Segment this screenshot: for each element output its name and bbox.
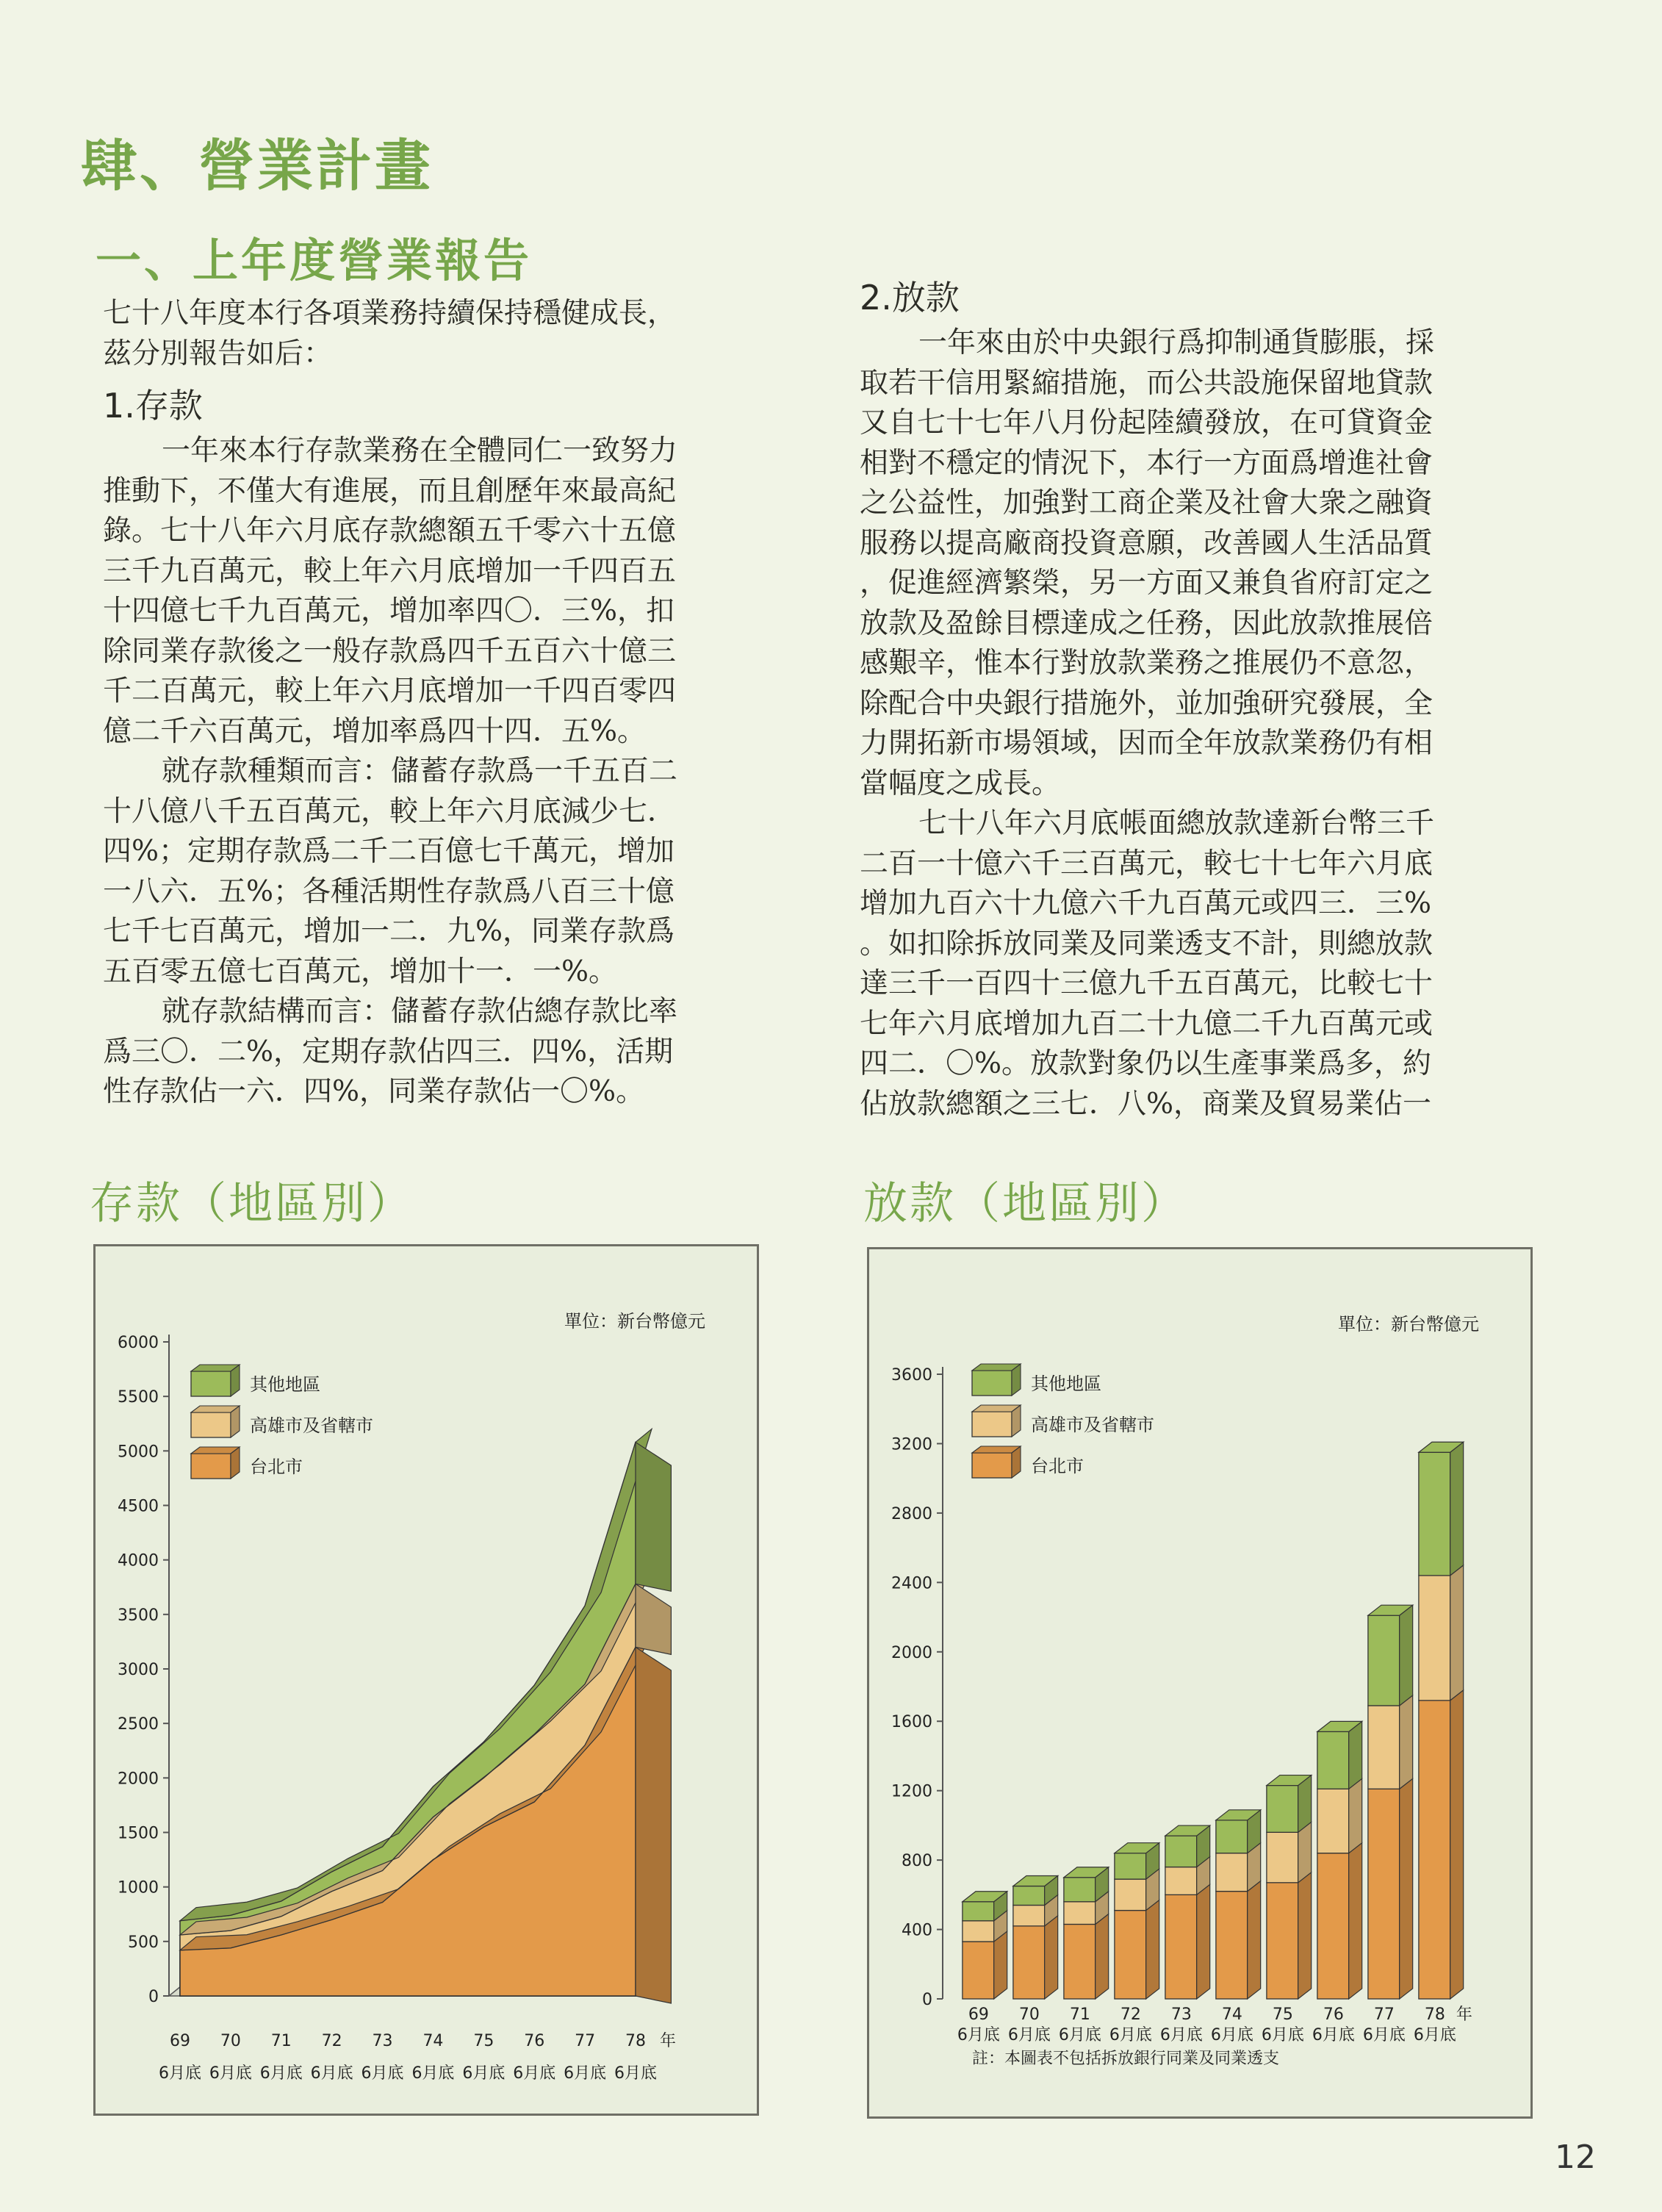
- bar-segment: [1216, 1853, 1248, 1892]
- loans-heading: 2.放款: [860, 278, 960, 317]
- x-tick-sublabel: 6月底: [564, 2064, 607, 2083]
- text-line: 又自七十七年八月份起陸續發放，在可貸資金: [860, 406, 1433, 439]
- text-line: 就存款結構而言：儲蓄存款佔總存款比率: [162, 995, 678, 1028]
- text-line: 茲分別報告如后：: [103, 337, 333, 370]
- x-tick-label: 78: [625, 2032, 646, 2050]
- x-tick-label: 77: [1373, 2005, 1395, 2024]
- bar-segment: [1165, 1836, 1197, 1867]
- x-tick-sublabel: 6月底: [1007, 2026, 1051, 2044]
- text-line: 之公益性，加強對工商企業及社會大衆之融資: [860, 486, 1433, 520]
- legend-label: 高雄市及省轄市: [250, 1415, 373, 1436]
- x-tick-label: 74: [422, 2032, 444, 2050]
- y-tick-label: 500: [128, 1933, 159, 1952]
- legend-swatch: [972, 1371, 1012, 1396]
- text-line: 億二千六百萬元，增加率爲四十四．五%。: [103, 714, 647, 748]
- y-tick-label: 1200: [891, 1782, 932, 1801]
- text-line: 四二．〇%。放款對象仍以生產事業爲多，約: [860, 1047, 1432, 1080]
- x-tick-label: 76: [524, 2032, 545, 2050]
- x-tick-label: 73: [372, 2032, 393, 2050]
- x-tick-label: 71: [270, 2032, 292, 2050]
- bar-segment: [1115, 1879, 1146, 1911]
- bar-segment: [963, 1921, 994, 1942]
- x-tick-sublabel: 6月底: [159, 2064, 201, 2083]
- area-side-2: [636, 1442, 671, 1591]
- x-tick-sublabel: 6月底: [1312, 2026, 1355, 2044]
- x-tick-label: 70: [220, 2032, 241, 2050]
- x-tick-label: 76: [1323, 2005, 1344, 2024]
- y-tick-label: 1600: [891, 1713, 932, 1732]
- x-tick-sublabel: 6月底: [462, 2064, 506, 2083]
- text-line: 。如扣除拆放同業及同業透支不計，則總放款: [860, 927, 1433, 960]
- loans-bar-chart: [869, 1249, 1530, 2116]
- legend-swatch: [972, 1453, 1012, 1478]
- bar-side: [1248, 1881, 1261, 1999]
- area-side-1: [636, 1584, 671, 1654]
- text-line: 七年六月底增加九百二十九億二千九百萬元或: [860, 1007, 1433, 1041]
- y-tick-label: 1500: [118, 1824, 159, 1843]
- x-tick-sublabel: 6月底: [1413, 2026, 1456, 2044]
- page-number: 12: [1555, 2139, 1596, 2176]
- y-tick-label: 2000: [118, 1770, 159, 1789]
- text-line: 二百一十億六千三百萬元，較七十七年六月底: [860, 847, 1433, 880]
- text-line: 達三千一百四十三億九千五百萬元，比較七十: [860, 967, 1433, 1000]
- deposits-area-chart: [96, 1246, 757, 2114]
- y-tick-label: 3200: [891, 1435, 932, 1454]
- text-line: 千二百萬元，較上年六月底增加一千四百零四: [103, 675, 677, 708]
- text-line: 佔放款總額之三七．八%，商業及貿易業佔一: [860, 1087, 1432, 1121]
- section-title: 肆、營業計畫: [81, 133, 434, 198]
- unit-label: 單位：新台幣億元: [564, 1311, 705, 1332]
- bar-segment: [1013, 1906, 1045, 1926]
- x-tick-sublabel: 6月底: [209, 2064, 252, 2083]
- bar-segment: [1317, 1853, 1349, 1999]
- bar-segment: [1064, 1902, 1096, 1925]
- text-line: 就存款種類而言：儲蓄存款爲一千五百二: [162, 755, 678, 788]
- bar-segment: [963, 1942, 994, 1999]
- text-line: 十四億七千九百萬元，增加率四〇．三%，扣: [103, 595, 675, 628]
- x-tick-sublabel: 6月底: [957, 2026, 1000, 2044]
- bar-side: [1349, 1843, 1362, 1999]
- y-tick-label: 5000: [118, 1443, 159, 1462]
- x-tick-label: 77: [575, 2032, 596, 2050]
- unit-label: 單位：新台幣億元: [1338, 1314, 1479, 1335]
- bar-segment: [1216, 1892, 1248, 1999]
- bar-segment: [1013, 1886, 1045, 1906]
- x-tick-sublabel: 6月底: [411, 2064, 455, 2083]
- x-tick-label: 73: [1170, 2005, 1192, 2024]
- legend-label: 台北市: [250, 1457, 303, 1477]
- text-line: 推動下，不僅大有進展，而且創歷年來最高紀: [103, 474, 677, 508]
- x-tick-label: 75: [1272, 2005, 1293, 2024]
- legend-swatch: [191, 1454, 231, 1479]
- bar-side: [1450, 1442, 1464, 1576]
- text-line: 服務以提高廠商投資意願，改善國人生活品質: [860, 526, 1433, 560]
- bar-side: [994, 1931, 1007, 1999]
- y-tick-label: 3500: [118, 1606, 159, 1625]
- x-tick-sublabel: 6月底: [310, 2064, 353, 2083]
- intro-paragraph: [103, 294, 779, 374]
- loans-chart-title: 放款（地區別）: [863, 1178, 1187, 1229]
- y-tick-label: 4000: [118, 1551, 159, 1570]
- text-line: 放款及盈餘目標達成之任務，因此放款推展倍: [860, 606, 1433, 640]
- y-tick-label: 2800: [891, 1504, 932, 1523]
- x-tick-sublabel: 6月底: [1159, 2026, 1203, 2044]
- y-tick-label: 0: [922, 1991, 932, 2009]
- x-unit-label: 年: [1456, 2005, 1472, 2024]
- deposits-chart-title: 存款（地區別）: [90, 1178, 414, 1229]
- text-line: 除同業存款後之一般存款爲四千五百六十億三: [103, 634, 677, 668]
- legend-label: 台北市: [1031, 1456, 1084, 1476]
- bar-side: [1349, 1778, 1362, 1853]
- x-tick-sublabel: 6月底: [614, 2064, 657, 2083]
- bar-segment: [1267, 1883, 1298, 1999]
- text-line: 取若干信用緊縮措施，而公共設施保留地貸款: [860, 366, 1433, 400]
- bar-side: [1197, 1884, 1210, 1999]
- left-column: [103, 294, 779, 1113]
- bar-segment: [1115, 1911, 1146, 1999]
- bar-segment: [1115, 1853, 1146, 1879]
- bar-side: [1450, 1690, 1464, 1999]
- y-tick-label: 2400: [891, 1574, 932, 1593]
- y-tick-label: 800: [902, 1852, 932, 1871]
- text-line: 四%；定期存款爲二千二百億七千萬元，增加: [103, 835, 675, 868]
- bar-segment: [1064, 1878, 1096, 1902]
- x-tick-sublabel: 6月底: [1210, 2026, 1253, 2044]
- bar-side: [1400, 1695, 1413, 1789]
- text-line: 性存款佔一六．四%，同業存款佔一〇%。: [103, 1075, 645, 1108]
- x-tick-sublabel: 6月底: [1058, 2026, 1101, 2044]
- legend-swatch: [972, 1412, 1012, 1437]
- x-tick-sublabel: 6月底: [1109, 2026, 1152, 2044]
- bar-segment: [1165, 1895, 1197, 1999]
- text-line: 七十八年六月底帳面總放款達新台幣三千: [918, 807, 1435, 840]
- text-line: 七千七百萬元，增加一二．九%，同業存款爲: [103, 915, 675, 948]
- bar-segment: [1368, 1789, 1400, 1999]
- x-tick-label: 75: [473, 2032, 494, 2050]
- text-line: 除配合中央銀行措施外，並加強研究發展，全: [860, 686, 1433, 720]
- bar-segment: [963, 1902, 994, 1921]
- bar-segment: [1064, 1924, 1096, 1999]
- text-line: 一年來由於中央銀行爲抑制通貨膨脹，採: [918, 326, 1435, 359]
- text-line: 力開拓新市場領域，因而全年放款業務仍有相: [860, 727, 1433, 760]
- x-tick-sublabel: 6月底: [361, 2064, 404, 2083]
- x-tick-label: 72: [321, 2032, 342, 2050]
- bar-side: [1450, 1565, 1464, 1701]
- bar-segment: [1368, 1706, 1400, 1789]
- x-tick-sublabel: 6月底: [1261, 2026, 1304, 2044]
- loans-paragraph-2: [860, 804, 1543, 1124]
- deposits-heading: 1.存款: [103, 386, 203, 425]
- x-tick-label: 69: [170, 2032, 190, 2050]
- legend-label: 其他地區: [1031, 1373, 1101, 1394]
- bar-side: [1349, 1721, 1362, 1789]
- y-tick-label: 6000: [118, 1334, 159, 1352]
- x-tick-sublabel: 6月底: [513, 2064, 556, 2083]
- right-column: [860, 272, 1543, 1124]
- bar-segment: [1368, 1615, 1400, 1706]
- deposits-paragraph-3: [103, 992, 779, 1113]
- text-line: 十八億八千五百萬元，較上年六月底減少七．: [103, 794, 677, 828]
- y-tick-label: 5500: [118, 1388, 159, 1407]
- bar-segment: [1317, 1731, 1349, 1789]
- x-tick-sublabel: 6月底: [259, 2064, 303, 2083]
- x-tick-sublabel: 6月底: [1362, 2026, 1406, 2044]
- loans-paragraph-1: [860, 323, 1543, 804]
- x-tick-label: 78: [1424, 2005, 1445, 2024]
- loans-chart: [867, 1247, 1533, 2119]
- bar-segment: [1317, 1789, 1349, 1853]
- legend-swatch: [191, 1371, 231, 1396]
- text-line: 增加九百六十九億六千九百萬元或四三．三%: [860, 887, 1432, 920]
- bar-segment: [1267, 1832, 1298, 1882]
- y-tick-label: 2000: [891, 1643, 932, 1662]
- x-tick-label: 69: [968, 2005, 989, 2024]
- bar-segment: [1419, 1452, 1450, 1576]
- y-tick-label: 0: [148, 1988, 159, 2006]
- bar-side: [1298, 1872, 1312, 1999]
- y-tick-label: 400: [902, 1921, 932, 1940]
- bar-segment: [1267, 1786, 1298, 1833]
- text-line: 五百零五億七百萬元，增加十一．一%。: [103, 955, 618, 988]
- legend-label: 高雄市及省轄市: [1031, 1415, 1154, 1435]
- bar-segment: [1419, 1576, 1450, 1701]
- y-tick-label: 1000: [118, 1878, 159, 1897]
- bar-segment: [1216, 1820, 1248, 1853]
- text-line: 七十八年度本行各項業務持續保持穩健成長，: [103, 297, 677, 330]
- legend-swatch: [191, 1412, 231, 1437]
- x-tick-label: 72: [1120, 2005, 1141, 2024]
- text-line: 當幅度之成長。: [860, 766, 1061, 800]
- bar-segment: [1165, 1867, 1197, 1895]
- deposits-paragraph-2: [103, 752, 779, 992]
- bar-segment: [1013, 1926, 1045, 1999]
- bar-side: [1400, 1778, 1413, 1999]
- text-line: ，促進經濟繁榮，另一方面又兼負省府訂定之: [860, 567, 1433, 600]
- text-line: 錄。七十八年六月底存款總額五千零六十五億: [103, 514, 677, 547]
- text-line: 感艱辛，惟本行對放款業務之推展仍不意忽，: [860, 647, 1433, 680]
- y-tick-label: 3600: [891, 1366, 932, 1385]
- bar-side: [1096, 1914, 1109, 1999]
- legend-label: 其他地區: [250, 1374, 320, 1395]
- deposits-paragraph-1: [103, 431, 779, 752]
- bar-side: [1400, 1605, 1413, 1706]
- text-line: 爲三〇．二%，定期存款佔四三．四%，活期: [103, 1035, 674, 1069]
- deposits-chart: [93, 1244, 759, 2116]
- x-tick-label: 70: [1018, 2005, 1040, 2024]
- y-tick-label: 4500: [118, 1497, 159, 1516]
- text-line: 一年來本行存款業務在全體同仁一致努力: [162, 434, 678, 467]
- bar-side: [1045, 1916, 1058, 1999]
- area-side-0: [636, 1647, 671, 2003]
- x-tick-label: 71: [1069, 2005, 1090, 2024]
- y-tick-label: 2500: [118, 1715, 159, 1734]
- subsection-title: 一、上年度營業報告: [96, 234, 533, 287]
- text-line: 三千九百萬元，較上年六月底增加一千四百五: [103, 554, 677, 588]
- bar-segment: [1419, 1701, 1450, 1999]
- text-line: 一八六．五%；各種活期性存款爲八百三十億: [103, 875, 675, 908]
- x-unit-label: 年: [659, 2032, 677, 2050]
- bar-side: [1146, 1900, 1159, 1999]
- y-tick-label: 3000: [118, 1661, 159, 1679]
- chart-note: 註：本圖表不包括拆放銀行同業及同業透支: [972, 2050, 1280, 2068]
- x-tick-label: 74: [1221, 2005, 1242, 2024]
- text-line: 相對不穩定的情況下，本行一方面爲增進社會: [860, 446, 1433, 480]
